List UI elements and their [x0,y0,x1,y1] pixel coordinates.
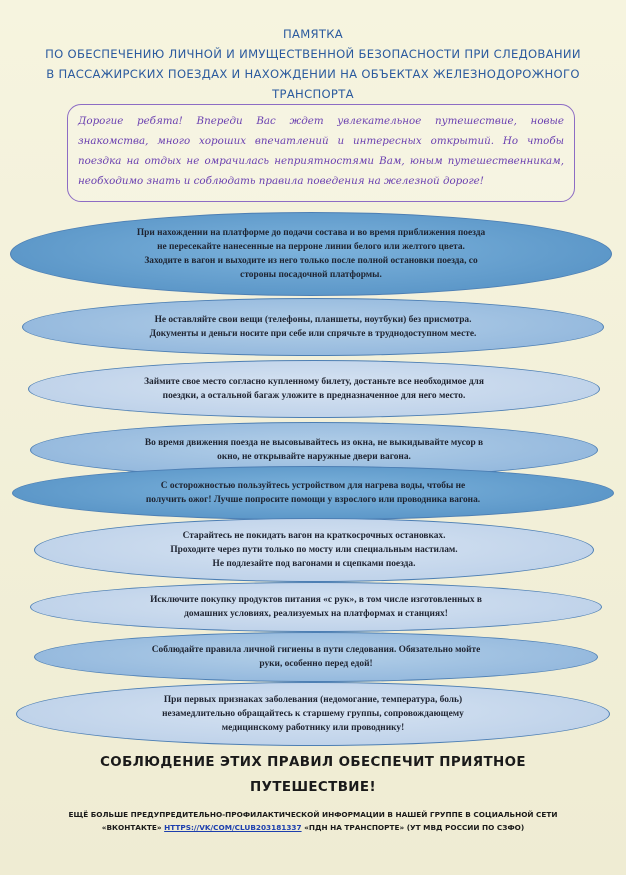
intro-box [67,104,575,202]
rule-line: поездки, а остальной багаж уложите в предназначенное для него место. [162,391,466,401]
title-line: ПО ОБЕСПЕЧЕНИЮ ЛИЧНОЙ И ИМУЩЕСТВЕННОЙ БЕЗОПАСНОСТИ ПРИ СЛЕДОВАНИИ [45,47,581,61]
rule-line: Не оставляйте свои вещи (телефоны, планшеты, ноутбуки) без присмотра. [154,315,472,325]
closing-line: СОБЛЮДЕНИЕ ЭТИХ ПРАВИЛ ОБЕСПЕЧИТ ПРИЯТНОЕ [100,755,526,770]
rule-line: руки, особенно перед едой! [259,659,373,669]
rule-belongings [22,298,604,356]
closing-line: ПУТЕШЕСТВИЕ! [250,780,376,795]
rule-line: Займите свое место согласно купленному билету, достаньте все необходимое для [144,377,484,387]
title-line: ТРАНСПОРТА [272,87,354,101]
rule-line: Документы и деньги носите при себе или спрячьте в труднодоступном месте. [149,329,477,339]
rule-stops [34,518,594,582]
rule-water-heater [12,466,614,520]
rule-line: При нахождении на платформе до подачи состава и во время приближения поезда [136,228,486,238]
rule-line: Заходите в вагон и выходите из него только после полной остановки поезда, со [144,256,478,266]
footer-info [10,808,616,834]
rule-line: С осторожностью пользуйтесь устройством для нагрева воды, чтобы не [160,481,466,491]
rule-line: медицинскому работнику или проводнику! [221,723,405,733]
footer-line: ЕЩЁ БОЛЬШЕ ПРЕДУПРЕДИТЕЛЬНО-ПРОФИЛАКТИЧЕСКОЙ ИНФОРМАЦИИ В НАШЕЙ ГРУППЕ В СОЦИАЛЬНОЙ СЕТИ [68,810,558,819]
rule-illness [16,682,610,746]
rule-line: Соблюдайте правила личной гигиены в пути следования. Обязательно мойте [151,645,481,655]
closing-statement [20,750,606,800]
rule-food [30,582,602,632]
rule-line: не пересекайте нанесенные на перроне линии белого или желтого цвета. [157,242,465,252]
memo-title [20,24,606,104]
rule-line: Не подлезайте под вагонами и сцепками поезда. [212,559,416,569]
rule-line: При первых признаках заболевания (недомогание, температура, боль) [163,695,463,705]
footer-prefix: «ВКОНТАКТЕ» [101,823,165,832]
intro-text: Дорогие ребята! Впереди Вас ждет увлекательное путешествие, новые знакомства, много хороших впечатлений и интересных открытий. Но чтобы поездка на отдых не омрачилась неприятностями Вам, юным путешественникам, необходимо знать и соблюдать правила поведения на железной дороге! [78,115,564,187]
rule-line: Во время движения поезда не высовывайтесь из окна, не выкидывайте мусор в [144,438,484,448]
footer-suffix: «ПДН НА ТРАНСПОРТЕ» (УТ МВД РОССИИ ПО СЗФО) [301,823,525,832]
rule-line: Старайтесь не покидать вагон на краткосрочных остановках. [182,531,446,541]
rule-seat [28,360,600,418]
rule-hygiene [34,632,598,682]
footer-line [10,821,616,834]
title-line: В ПАССАЖИРСКИХ ПОЕЗДАХ И НАХОЖДЕНИИ НА ОБЪЕКТАХ ЖЕЛЕЗНОДОРОЖНОГО [46,67,580,81]
rule-line: получить ожог! Лучше попросите помощи у взрослого или проводника вагона. [145,495,481,505]
rule-line: стороны посадочной платформы. [240,270,382,280]
vk-group-link[interactable]: HTTPS://VK/COM/CLUB203181337 [164,823,302,832]
rule-line: окно, не открывайте наружные двери вагона. [217,452,411,462]
title-line: ПАМЯТКА [282,27,344,41]
rule-line: Проходите через пути только по мосту или специальным настилам. [170,545,458,555]
rule-platform [10,212,612,296]
rule-line: незамедлительно обращайтесь к старшему группы, сопровождающему [162,709,464,719]
rule-line: домашних условиях, реализуемых на платформах и станциях! [184,609,448,619]
rule-line: Исключите покупку продуктов питания «с рук», в том числе изготовленных в [150,595,482,605]
